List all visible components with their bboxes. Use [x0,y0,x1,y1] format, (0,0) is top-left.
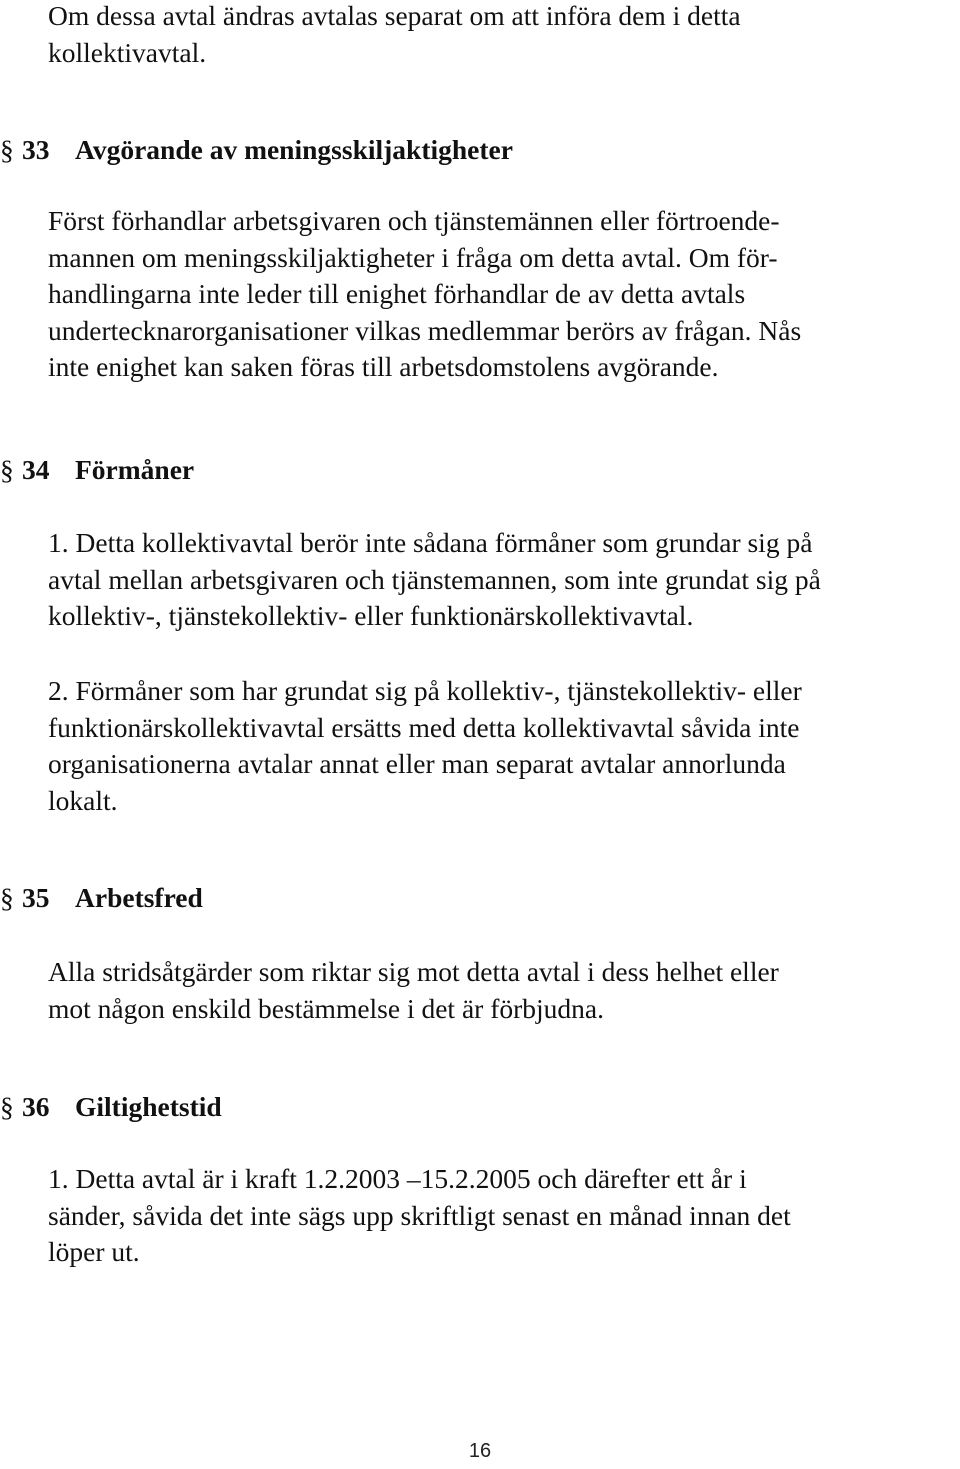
section-symbol: § [0,882,14,913]
text-line: löper ut. [48,1236,140,1267]
text-line: 1. Detta kollektivavtal berör inte sådana förmåner som grundar sig på [48,527,813,558]
section-heading-36 [0,1089,222,1125]
section-title: Avgörande av meningsskiljaktigheter [75,134,513,165]
text-line: organisationerna avtalar annat eller man separat avtalar annorlunda [48,748,786,779]
section-symbol: § [0,1091,14,1122]
text-line: mannen om meningsskiljaktigheter i fråga om detta avtal. Om för- [48,241,778,273]
text-line: undertecknarorganisationer vilkas medlemmar berörs av frågan. Nås [48,314,802,346]
section-35-paragraph [48,954,958,1027]
section-heading-34 [0,452,194,488]
section-number: 33 [22,134,50,165]
text-line: avtal mellan arbetsgivaren och tjänstemannen, som inte grundat sig på [48,563,821,595]
section-heading-33 [0,132,513,168]
text-line: 1. Detta avtal är i kraft 1.2.2003 –15.2.2005 och därefter ett år i [48,1163,747,1194]
text-line: mot någon enskild bestämmelse i det är förbjudna. [48,992,604,1024]
section-title: Giltighetstid [75,1091,222,1122]
text-line: kollektivavtal. [48,36,207,68]
text-line: handlingarna inte leder till enighet förhandlar de av detta avtals [48,278,746,309]
section-title: Förmåner [75,454,195,485]
text-line: 2. Förmåner som har grundat sig på kollektiv-, tjänstekollektiv- eller [48,675,802,706]
section-symbol: § [0,134,14,165]
text-line: Först förhandlar arbetsgivaren och tjänstemännen eller förtroende- [48,205,780,236]
section-number: 35 [22,882,50,913]
text-line: Alla stridsåtgärder som riktar sig mot detta avtal i dess helhet eller [48,956,779,987]
section-36-paragraph [48,1161,958,1271]
section-number: 36 [22,1091,50,1122]
section-symbol: § [0,454,14,485]
section-heading-35 [0,880,203,916]
section-title: Arbetsfred [75,882,203,913]
text-line: lokalt. [48,784,118,816]
text-line: sänder, såvida det inte sägs upp skriftligt senast en månad innan det [48,1199,791,1231]
text-line: kollektiv-, tjänstekollektiv- eller funktionärskollektivavtal. [48,600,694,631]
text-line: funktionärskollektivavtal ersätts med detta kollektivavtal såvida inte [48,711,800,743]
section-34-paragraph-2 [48,673,958,819]
intro-paragraph [48,0,958,71]
section-34-paragraph-1 [48,525,958,635]
page-number: 16 [468,1440,492,1462]
text-line: inte enighet kan saken föras till arbetsdomstolens avgörande. [48,351,719,382]
section-number: 34 [22,454,50,485]
section-33-paragraph [48,203,958,386]
text-line: Om dessa avtal ändras avtalas separat om att införa dem i detta [48,0,741,31]
